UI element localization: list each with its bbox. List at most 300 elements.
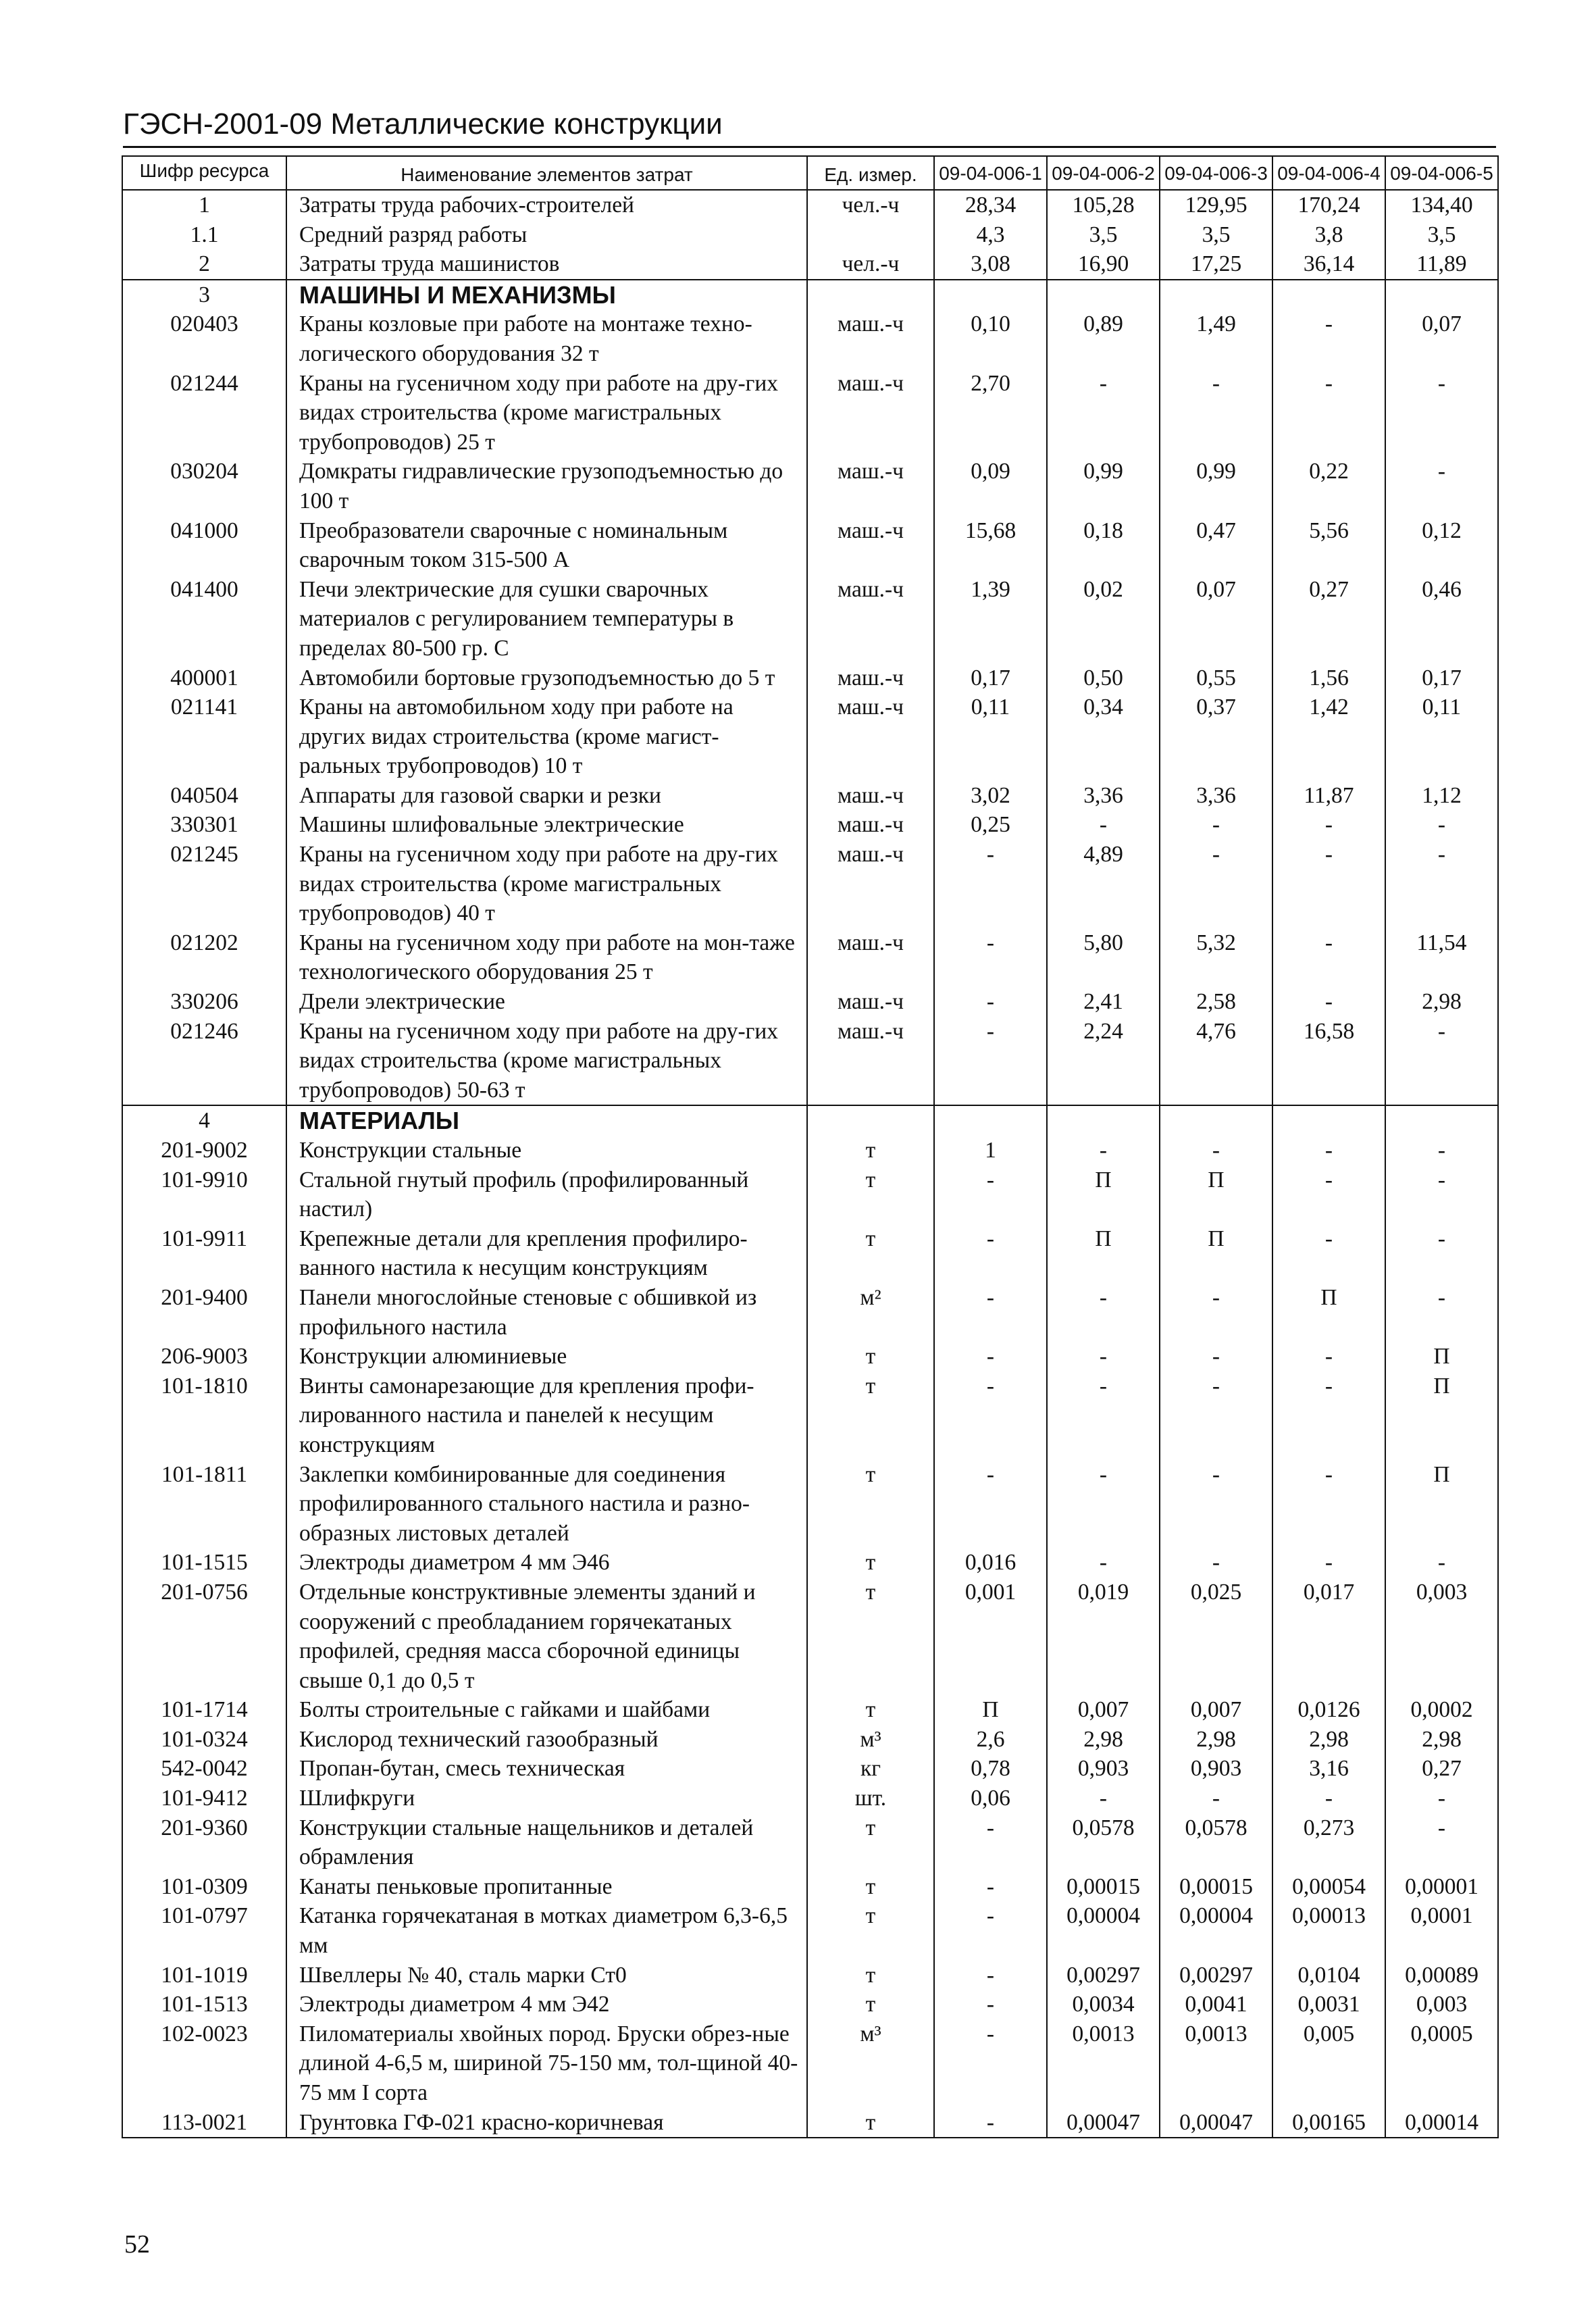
rate-value-cell: 1,12 <box>1385 781 1498 811</box>
resource-name: Затраты труда рабочих-строителей <box>286 190 807 220</box>
rate-value-cell: - <box>1385 369 1498 457</box>
rate-value-cell: 16,90 <box>1047 249 1160 280</box>
rate-value-cell: - <box>934 1342 1047 1372</box>
rate-value-cell <box>1272 1105 1385 1136</box>
rate-value-cell <box>1160 1105 1272 1136</box>
rate-value-cell: П <box>1047 1165 1160 1224</box>
rate-value-cell: 0,17 <box>1385 663 1498 693</box>
table-row <box>122 1578 1498 1695</box>
rate-value-cell: 0,02 <box>1047 575 1160 663</box>
rate-value-cell: 2,6 <box>934 1725 1047 1755</box>
page-number: 52 <box>124 2230 150 2259</box>
table-row <box>122 1784 1498 1813</box>
unit-cell <box>807 280 934 310</box>
resource-name: Краны на автомобильном ходу при работе на других видах строительства (кроме магист-ральных трубопроводов) 10 т <box>286 693 807 781</box>
rate-value-cell <box>1385 280 1498 310</box>
rate-value-cell: 0,0041 <box>1160 1990 1272 2019</box>
table-row <box>122 249 1498 280</box>
rate-value-cell: - <box>1385 1548 1498 1578</box>
unit-cell <box>807 220 934 250</box>
rate-value-cell: 0,00013 <box>1272 1901 1385 1960</box>
rate-value-cell: П <box>934 1695 1047 1725</box>
rate-value-cell: - <box>934 1813 1047 1872</box>
rate-value-cell: - <box>1160 369 1272 457</box>
table-row <box>122 457 1498 515</box>
resource-code: 101-1019 <box>122 1961 286 1990</box>
resource-code: 041400 <box>122 575 286 663</box>
unit-cell: т <box>807 1813 934 1872</box>
rate-value-cell: 0,007 <box>1160 1695 1272 1725</box>
rate-value-cell: - <box>1160 1283 1272 1342</box>
rate-value-cell: - <box>1272 840 1385 928</box>
rate-value-cell: 0,50 <box>1047 663 1160 693</box>
resource-code: 041000 <box>122 516 286 575</box>
table-row <box>122 1017 1498 1106</box>
rate-value-cell: 0,11 <box>934 693 1047 781</box>
unit-cell: т <box>807 1578 934 1695</box>
rate-value-cell: 0,0104 <box>1272 1961 1385 1990</box>
rate-value-cell: - <box>934 1961 1047 1990</box>
resource-code: 206-9003 <box>122 1342 286 1372</box>
rate-value-cell: - <box>1160 810 1272 840</box>
rate-value-cell: - <box>1272 1136 1385 1165</box>
column-header-rate: 09-04-006-2 <box>1047 156 1160 190</box>
resource-name: Швеллеры № 40, сталь марки Ст0 <box>286 1961 807 1990</box>
rate-value-cell: - <box>1160 1548 1272 1578</box>
resource-name: Катанка горячекатаная в мотках диаметром 6,3-6,5 мм <box>286 1901 807 1960</box>
resource-code: 330206 <box>122 987 286 1017</box>
rate-value-cell: 0,0001 <box>1385 1901 1498 1960</box>
unit-cell: т <box>807 1460 934 1549</box>
rate-value-cell: - <box>1047 1784 1160 1813</box>
resource-name: Винты самонарезающие для крепления профи-лированного настила и панелей к несущим конструкциям <box>286 1372 807 1460</box>
rate-value-cell: 1,39 <box>934 575 1047 663</box>
resource-name: Пропан-бутан, смесь техническая <box>286 1754 807 1784</box>
rate-value-cell: 0,11 <box>1385 693 1498 781</box>
rate-value-cell: - <box>1272 369 1385 457</box>
resource-name: Краны на гусеничном ходу при работе на дру-гих видах строительства (кроме магистральных трубопроводов) 50-63 т <box>286 1017 807 1106</box>
rate-value-cell <box>934 1105 1047 1136</box>
rate-value-cell: 5,80 <box>1047 928 1160 987</box>
rate-value-cell: 3,36 <box>1160 781 1272 811</box>
unit-cell: т <box>807 1695 934 1725</box>
column-header-rate: 09-04-006-5 <box>1385 156 1498 190</box>
rate-value-cell: - <box>1047 1548 1160 1578</box>
column-header-name: Наименование элементов затрат <box>286 156 807 190</box>
rate-value-cell: - <box>934 2108 1047 2138</box>
resource-name: Средний разряд работы <box>286 220 807 250</box>
table-body <box>122 190 1498 2138</box>
table-row <box>122 2108 1498 2138</box>
table-row <box>122 1754 1498 1784</box>
rate-value-cell <box>1047 280 1160 310</box>
rate-value-cell: - <box>934 1460 1047 1549</box>
unit-cell: маш.-ч <box>807 928 934 987</box>
rate-value-cell: - <box>1272 1372 1385 1460</box>
rate-value-cell: - <box>1272 810 1385 840</box>
unit-cell: т <box>807 1372 934 1460</box>
rate-value-cell <box>1272 280 1385 310</box>
resource-code: 021245 <box>122 840 286 928</box>
rate-value-cell: 0,25 <box>934 810 1047 840</box>
rate-value-cell: - <box>934 1872 1047 1902</box>
rate-value-cell: - <box>934 1283 1047 1342</box>
resource-code: 101-0309 <box>122 1872 286 1902</box>
rate-value-cell: 0,003 <box>1385 1990 1498 2019</box>
rate-value-cell: 3,5 <box>1047 220 1160 250</box>
resource-code: 101-9412 <box>122 1784 286 1813</box>
rate-value-cell: 0,07 <box>1160 575 1272 663</box>
table-row <box>122 1224 1498 1283</box>
rate-value-cell: - <box>1047 1136 1160 1165</box>
table-row <box>122 190 1498 220</box>
resource-code: 201-9400 <box>122 1283 286 1342</box>
rate-value-cell: 36,14 <box>1272 249 1385 280</box>
unit-cell: чел.-ч <box>807 249 934 280</box>
rate-value-cell: 16,58 <box>1272 1017 1385 1106</box>
rate-value-cell: 0,025 <box>1160 1578 1272 1695</box>
rate-value-cell: 0,0013 <box>1047 2019 1160 2108</box>
resource-name: Преобразователи сварочные с номинальным сварочным током 315-500 А <box>286 516 807 575</box>
table-row <box>122 575 1498 663</box>
rate-value-cell: 17,25 <box>1160 249 1272 280</box>
rate-value-cell: - <box>1160 1784 1272 1813</box>
resource-name: Печи электрические для сушки сварочных материалов с регулированием температуры в пределах 80-500 гр. С <box>286 575 807 663</box>
resource-code: 1 <box>122 190 286 220</box>
unit-cell: т <box>807 1961 934 1990</box>
table-header-row <box>122 156 1498 190</box>
table-row <box>122 1283 1498 1342</box>
rate-value-cell: - <box>1385 810 1498 840</box>
rate-value-cell: - <box>1385 1136 1498 1165</box>
unit-cell: м³ <box>807 2019 934 2108</box>
unit-cell: маш.-ч <box>807 575 934 663</box>
resource-code: 021141 <box>122 693 286 781</box>
table-row <box>122 1813 1498 1872</box>
rate-value-cell: 11,54 <box>1385 928 1498 987</box>
rate-value-cell: - <box>934 1165 1047 1224</box>
unit-cell: шт. <box>807 1784 934 1813</box>
rate-value-cell: П <box>1385 1342 1498 1372</box>
rate-value-cell: 0,00165 <box>1272 2108 1385 2138</box>
resource-name: Электроды диаметром 4 мм Э46 <box>286 1548 807 1578</box>
rate-value-cell: 0,00297 <box>1047 1961 1160 1990</box>
rate-value-cell: 2,24 <box>1047 1017 1160 1106</box>
column-header-rate: 09-04-006-3 <box>1160 156 1272 190</box>
rate-value-cell: 0,09 <box>934 457 1047 515</box>
rate-value-cell: 0,22 <box>1272 457 1385 515</box>
rate-value-cell: 0,00015 <box>1047 1872 1160 1902</box>
section-row <box>122 1105 1498 1136</box>
table-row <box>122 2019 1498 2108</box>
unit-cell: кг <box>807 1754 934 1784</box>
resource-name: Дрели электрические <box>286 987 807 1017</box>
resource-code: 021246 <box>122 1017 286 1106</box>
resource-code: 1.1 <box>122 220 286 250</box>
resource-name: Отдельные конструктивные элементы зданий и сооружений с преобладанием горячекатаных профилей, средняя масса сборочной единицы свыше 0,1 до 0,5 т <box>286 1578 807 1695</box>
rate-value-cell: - <box>1385 457 1498 515</box>
table-row <box>122 1136 1498 1165</box>
rate-value-cell: 0,89 <box>1047 309 1160 368</box>
rate-value-cell: 3,08 <box>934 249 1047 280</box>
rate-value-cell: 2,70 <box>934 369 1047 457</box>
unit-cell: маш.-ч <box>807 516 934 575</box>
rate-value-cell: 129,95 <box>1160 190 1272 220</box>
rate-value-cell: - <box>1272 1548 1385 1578</box>
resource-name: Крепежные детали для крепления профилиро-ванного настила к несущим конструкциям <box>286 1224 807 1283</box>
unit-cell: т <box>807 1990 934 2019</box>
rate-value-cell: - <box>1047 810 1160 840</box>
rate-value-cell: - <box>1385 1283 1498 1342</box>
unit-cell: т <box>807 1136 934 1165</box>
rate-value-cell: 0,12 <box>1385 516 1498 575</box>
resource-name: Пиломатериалы хвойных пород. Бруски обрез-ные длиной 4-6,5 м, шириной 75-150 мм, тол-щиной 40-75 мм I сорта <box>286 2019 807 2108</box>
section-title: МАТЕРИАЛЫ <box>286 1105 807 1136</box>
column-header-rate: 09-04-006-1 <box>934 156 1047 190</box>
rate-value-cell: - <box>1160 1372 1272 1460</box>
rate-value-cell: - <box>1160 1136 1272 1165</box>
table-row <box>122 1548 1498 1578</box>
rate-value-cell: 0,34 <box>1047 693 1160 781</box>
rate-value-cell: 2,98 <box>1047 1725 1160 1755</box>
rate-value-cell: - <box>934 840 1047 928</box>
page-title: ГЭСН-2001-09 Металлические конструкции <box>123 107 1496 148</box>
unit-cell: маш.-ч <box>807 693 934 781</box>
resource-name: Краны на гусеничном ходу при работе на дру-гих видах строительства (кроме магистральных трубопроводов) 40 т <box>286 840 807 928</box>
rate-value-cell: 0,07 <box>1385 309 1498 368</box>
rate-value-cell: 0,903 <box>1160 1754 1272 1784</box>
rate-value-cell: 0,18 <box>1047 516 1160 575</box>
rate-value-cell: - <box>1272 1460 1385 1549</box>
rate-value-cell: 0,47 <box>1160 516 1272 575</box>
rate-value-cell: 105,28 <box>1047 190 1160 220</box>
rate-value-cell: 0,00004 <box>1047 1901 1160 1960</box>
rate-value-cell: 3,5 <box>1385 220 1498 250</box>
rate-value-cell: - <box>934 1990 1047 2019</box>
unit-cell: маш.-ч <box>807 309 934 368</box>
rate-value-cell: 0,17 <box>934 663 1047 693</box>
resource-name: Стальной гнутый профиль (профилированный настил) <box>286 1165 807 1224</box>
resource-name: Домкраты гидравлические грузоподъемностью до 100 т <box>286 457 807 515</box>
table-row <box>122 309 1498 368</box>
rate-value-cell: 1 <box>934 1136 1047 1165</box>
resource-name: Грунтовка ГФ-021 красно-коричневая <box>286 2108 807 2138</box>
resource-code: 3 <box>122 280 286 310</box>
unit-cell: м² <box>807 1283 934 1342</box>
resource-code: 040504 <box>122 781 286 811</box>
rate-value-cell: - <box>1272 928 1385 987</box>
rate-value-cell: П <box>1160 1165 1272 1224</box>
rate-value-cell: 0,06 <box>934 1784 1047 1813</box>
unit-cell: т <box>807 1548 934 1578</box>
rate-value-cell: 0,55 <box>1160 663 1272 693</box>
rate-value-cell <box>1047 1105 1160 1136</box>
resource-name: Электроды диаметром 4 мм Э42 <box>286 1990 807 2019</box>
rate-value-cell: 3,36 <box>1047 781 1160 811</box>
rate-value-cell: 1,49 <box>1160 309 1272 368</box>
rate-value-cell: - <box>1160 840 1272 928</box>
rate-value-cell: 0,0578 <box>1047 1813 1160 1872</box>
rate-value-cell: 5,56 <box>1272 516 1385 575</box>
resource-code: 020403 <box>122 309 286 368</box>
table-row <box>122 928 1498 987</box>
unit-cell: маш.-ч <box>807 781 934 811</box>
resource-name: Конструкции стальные нащельников и деталей обрамления <box>286 1813 807 1872</box>
rate-value-cell: - <box>934 1017 1047 1106</box>
resource-name: Затраты труда машинистов <box>286 249 807 280</box>
resource-code: 201-0756 <box>122 1578 286 1695</box>
rate-value-cell: 0,00089 <box>1385 1961 1498 1990</box>
rate-value-cell: 0,00054 <box>1272 1872 1385 1902</box>
rate-value-cell: - <box>934 2019 1047 2108</box>
unit-cell: т <box>807 1224 934 1283</box>
resource-table <box>122 155 1499 2138</box>
rate-value-cell: 2,98 <box>1160 1725 1272 1755</box>
rate-value-cell: - <box>934 1372 1047 1460</box>
table-row <box>122 1990 1498 2019</box>
rate-value-cell: 0,273 <box>1272 1813 1385 1872</box>
resource-name: Шлифкруги <box>286 1784 807 1813</box>
resource-code: 101-0797 <box>122 1901 286 1960</box>
rate-value-cell: - <box>1272 987 1385 1017</box>
rate-value-cell: - <box>1272 309 1385 368</box>
rate-value-cell: 3,8 <box>1272 220 1385 250</box>
rate-value-cell: - <box>1385 1813 1498 1872</box>
rate-value-cell: 0,0013 <box>1160 2019 1272 2108</box>
rate-value-cell: 2,98 <box>1272 1725 1385 1755</box>
resource-name: Конструкции стальные <box>286 1136 807 1165</box>
rate-value-cell: 4,76 <box>1160 1017 1272 1106</box>
rate-value-cell: - <box>1047 1460 1160 1549</box>
rate-value-cell: П <box>1385 1372 1498 1460</box>
resource-code: 101-1811 <box>122 1460 286 1549</box>
resource-code: 400001 <box>122 663 286 693</box>
rate-value-cell: 2,98 <box>1385 987 1498 1017</box>
rate-value-cell: - <box>1047 1283 1160 1342</box>
rate-value-cell: 0,0034 <box>1047 1990 1160 2019</box>
rate-value-cell: - <box>934 987 1047 1017</box>
rate-value-cell: 0,0578 <box>1160 1813 1272 1872</box>
table-row <box>122 840 1498 928</box>
rate-value-cell: - <box>1272 1784 1385 1813</box>
rate-value-cell: 0,00004 <box>1160 1901 1272 1960</box>
rate-value-cell: 28,34 <box>934 190 1047 220</box>
rate-value-cell: П <box>1385 1460 1498 1549</box>
rate-value-cell: 0,0126 <box>1272 1695 1385 1725</box>
table-row <box>122 369 1498 457</box>
rate-value-cell: 0,78 <box>934 1754 1047 1784</box>
rate-value-cell: П <box>1272 1283 1385 1342</box>
table-row <box>122 1901 1498 1960</box>
unit-cell: маш.-ч <box>807 810 934 840</box>
resource-code: 101-9911 <box>122 1224 286 1283</box>
rate-value-cell: - <box>1385 840 1498 928</box>
column-header-code: Шифр ресурса <box>122 156 286 190</box>
table-row <box>122 693 1498 781</box>
rate-value-cell: - <box>1047 369 1160 457</box>
resource-name: Панели многослойные стеновые с обшивкой из профильного настила <box>286 1283 807 1342</box>
rate-value-cell <box>934 280 1047 310</box>
rate-value-cell: 5,32 <box>1160 928 1272 987</box>
rate-value-cell: - <box>934 1224 1047 1283</box>
resource-name: Краны на гусеничном ходу при работе на дру-гих видах строительства (кроме магистральных трубопроводов) 25 т <box>286 369 807 457</box>
rate-value-cell: 0,99 <box>1047 457 1160 515</box>
resource-name: Канаты пеньковые пропитанные <box>286 1872 807 1902</box>
resource-code: 101-0324 <box>122 1725 286 1755</box>
resource-code: 101-9910 <box>122 1165 286 1224</box>
resource-code: 021202 <box>122 928 286 987</box>
table-row <box>122 810 1498 840</box>
table-row <box>122 220 1498 250</box>
rate-value-cell: 0,007 <box>1047 1695 1160 1725</box>
rate-value-cell: 2,98 <box>1385 1725 1498 1755</box>
rate-value-cell: П <box>1047 1224 1160 1283</box>
rate-value-cell: 134,40 <box>1385 190 1498 220</box>
rate-value-cell: - <box>934 1901 1047 1960</box>
table-row <box>122 1342 1498 1372</box>
resource-code: 4 <box>122 1105 286 1136</box>
resource-code: 030204 <box>122 457 286 515</box>
unit-cell: маш.-ч <box>807 663 934 693</box>
rate-value-cell: 0,00297 <box>1160 1961 1272 1990</box>
resource-name: Автомобили бортовые грузоподъемностью до 5 т <box>286 663 807 693</box>
table-row <box>122 1372 1498 1460</box>
rate-value-cell: 0,27 <box>1385 1754 1498 1784</box>
rate-value-cell: 0,0005 <box>1385 2019 1498 2108</box>
resource-name: Машины шлифовальные электрические <box>286 810 807 840</box>
rate-value-cell: - <box>1385 1784 1498 1813</box>
rate-value-cell: - <box>1272 1342 1385 1372</box>
column-header-rate: 09-04-006-4 <box>1272 156 1385 190</box>
rate-value-cell: 1,56 <box>1272 663 1385 693</box>
rate-value-cell: 0,005 <box>1272 2019 1385 2108</box>
rate-value-cell: 4,89 <box>1047 840 1160 928</box>
rate-value-cell: 3,02 <box>934 781 1047 811</box>
rate-value-cell: 0,46 <box>1385 575 1498 663</box>
unit-cell: чел.-ч <box>807 190 934 220</box>
rate-value-cell: 3,5 <box>1160 220 1272 250</box>
rate-value-cell: 15,68 <box>934 516 1047 575</box>
rate-value-cell: 0,10 <box>934 309 1047 368</box>
resource-code: 201-9360 <box>122 1813 286 1872</box>
rate-value-cell: П <box>1160 1224 1272 1283</box>
resource-name: Аппараты для газовой сварки и резки <box>286 781 807 811</box>
resource-name: Заклепки комбинированные для соединения профилированного стального настила и разно-образных листовых деталей <box>286 1460 807 1549</box>
resource-code: 101-1714 <box>122 1695 286 1725</box>
table-row <box>122 1872 1498 1902</box>
table-row <box>122 1460 1498 1549</box>
rate-value-cell: 0,019 <box>1047 1578 1160 1695</box>
unit-cell: маш.-ч <box>807 1017 934 1106</box>
rate-value-cell: - <box>1385 1224 1498 1283</box>
rate-value-cell: 0,0002 <box>1385 1695 1498 1725</box>
section-row <box>122 280 1498 310</box>
resource-code: 2 <box>122 249 286 280</box>
rate-value-cell: - <box>1160 1342 1272 1372</box>
rate-value-cell: 0,99 <box>1160 457 1272 515</box>
section-title: МАШИНЫ И МЕХАНИЗМЫ <box>286 280 807 310</box>
rate-value-cell: 0,016 <box>934 1548 1047 1578</box>
unit-cell: м³ <box>807 1725 934 1755</box>
rate-value-cell: 0,017 <box>1272 1578 1385 1695</box>
resource-code: 330301 <box>122 810 286 840</box>
table-row <box>122 1725 1498 1755</box>
column-header-unit: Ед. измер. <box>807 156 934 190</box>
rate-value-cell: - <box>1385 1165 1498 1224</box>
rate-value-cell <box>1160 280 1272 310</box>
table-row <box>122 663 1498 693</box>
resource-name: Конструкции алюминиевые <box>286 1342 807 1372</box>
